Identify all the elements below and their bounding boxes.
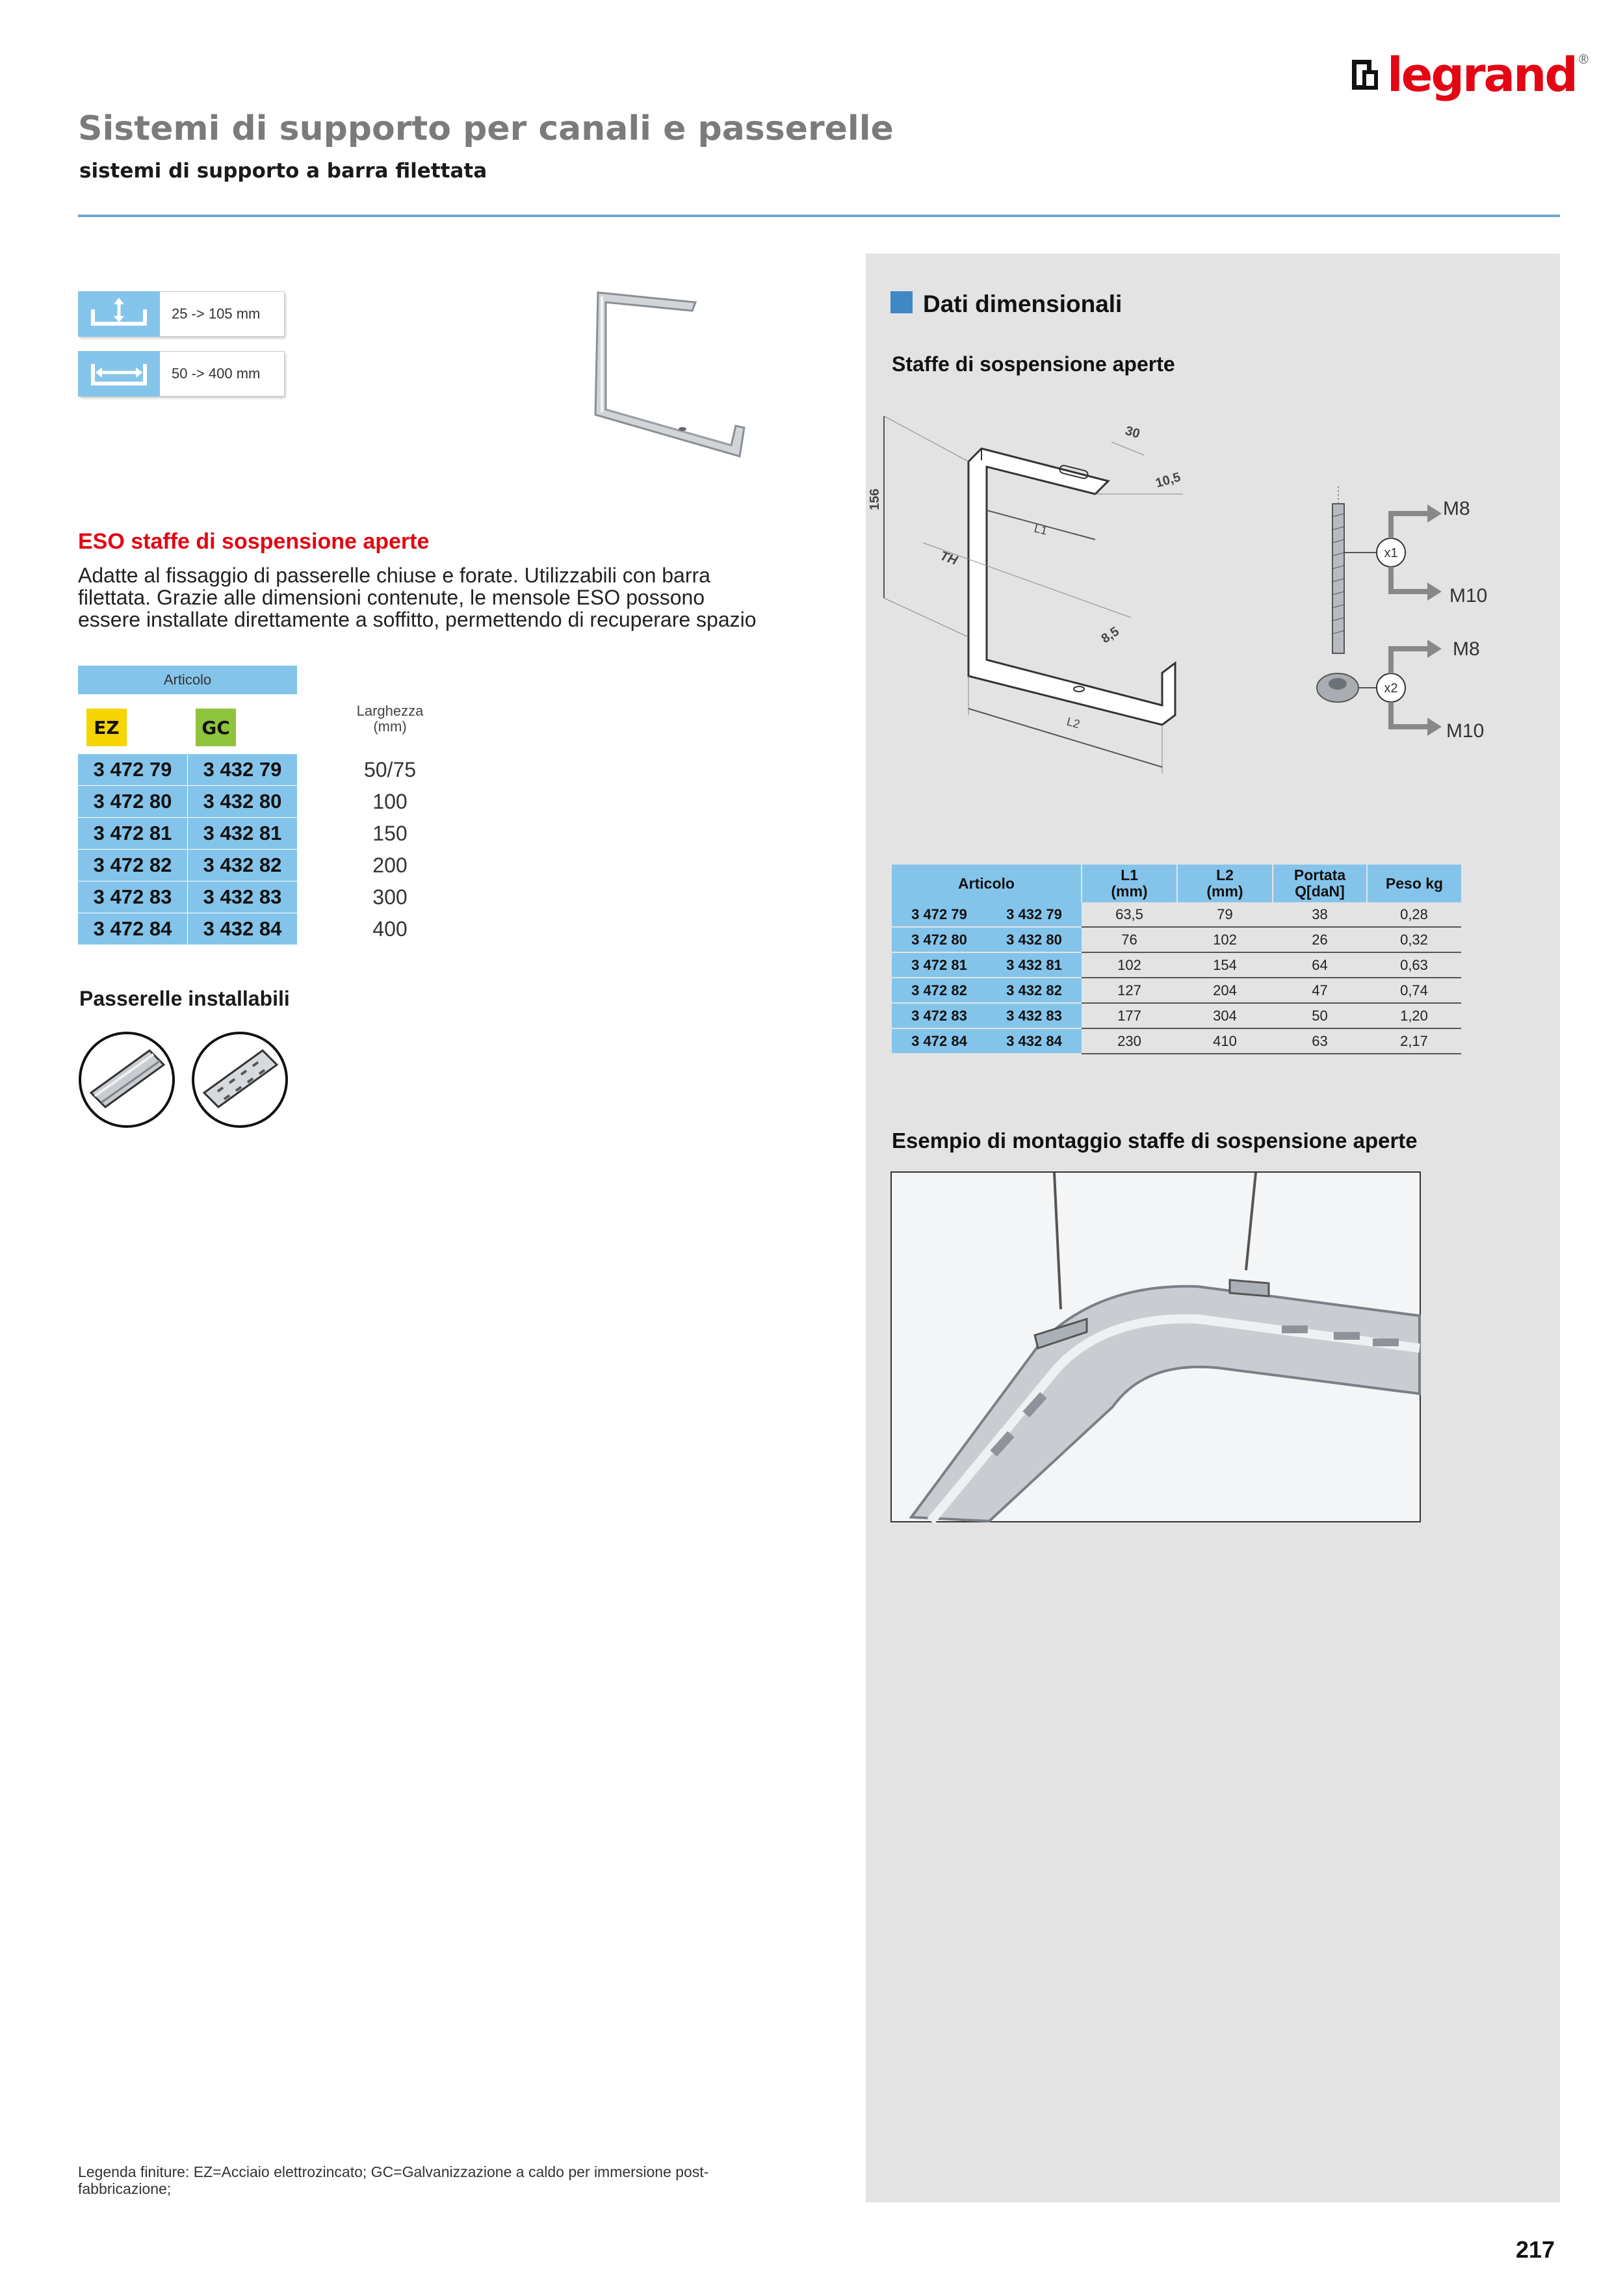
m8-label: M8 [1453,638,1480,660]
ez-code: 3 472 79 [892,902,987,927]
product-title: ESO staffe di sospensione aperte [78,529,430,554]
width-value: 100 [372,789,408,813]
peso-value: 0,63 [1367,952,1461,978]
peso-value: 1,20 [1367,1003,1461,1028]
portata-value: 26 [1273,927,1367,952]
legrand-mark-icon [1352,60,1378,90]
product-description: Adatte al fissaggio di passerelle chiuse e forate. Utilizzabili con barra filettata. Grazie alle dimensioni contenute, le mensole ESO possono essere installate direttamente a soffitto, permettendo di recuperare spazio [78,564,757,631]
gc-code: 3 432 79 [987,902,1082,927]
registered-mark: ® [1578,53,1589,67]
height-range-badge [78,291,285,337]
width-column [344,754,435,945]
peso-value: 0,74 [1367,978,1461,1003]
portata-value: 38 [1273,902,1367,927]
page-number: 217 [1516,2236,1555,2263]
peso-value: 0,28 [1367,902,1461,927]
dimensional-table [892,865,1461,1054]
ez-code: 3 472 84 [892,1028,987,1054]
ez-code: 3 472 82 [892,978,987,1003]
width-value: 150 [372,821,408,845]
section-marker-icon [890,291,913,313]
m10-label: M10 [1449,585,1488,607]
height-range-value: 25 -> 105 mm [160,291,285,337]
table-row [78,850,297,881]
width-value: 400 [372,917,408,941]
installable-trays-title: Passerelle installabili [79,987,290,1010]
width-range-value: 50 -> 400 mm [160,351,285,397]
l1-value: 127 [1082,978,1177,1003]
gc-code: 3 432 82 [188,850,297,881]
width-range-badge [78,351,285,397]
l1-value: 177 [1082,1003,1177,1028]
gc-code: 3 432 84 [987,1028,1082,1054]
header-l1: L1 (mm) [1082,865,1177,902]
gc-code: 3 432 80 [188,786,297,817]
m10-label: M10 [1446,720,1485,742]
closed-tray-icon [78,1031,175,1128]
threaded-rod-icon [1332,486,1344,653]
x2-label: x2 [1384,681,1398,696]
l2-value: 304 [1177,1003,1273,1028]
dim-156-label: 156 [868,488,882,510]
brand-name: legrand [1387,47,1576,102]
l1-value: 76 [1082,927,1177,952]
header-portata: Portata Q[daN] [1273,865,1367,902]
table-row [78,881,297,913]
header-articolo: Articolo [892,865,1082,902]
l1-value: 63,5 [1082,902,1177,927]
hex-nut-icon [1317,673,1358,702]
gc-code: 3 432 80 [987,927,1082,952]
page-subtitle: sistemi di supporto a barra filettata [79,159,487,183]
portata-value: 47 [1273,978,1367,1003]
page-title: Sistemi di supporto per canali e passerelle [78,109,894,148]
header-peso: Peso kg [1367,865,1461,902]
header-l2: L2 (mm) [1177,865,1273,902]
finish-gc-tag: GC [196,709,236,746]
portata-value: 63 [1273,1028,1367,1054]
ez-code: 3 472 81 [892,952,987,978]
x1-label: x1 [1384,546,1398,560]
width-header: Larghezza (mm) [356,703,424,735]
gc-code: 3 432 84 [188,913,297,945]
peso-value: 0,32 [1367,927,1461,952]
drawing-title: Staffe di sospensione aperte [892,352,1175,376]
ez-code: 3 472 79 [78,754,187,785]
l2-value: 102 [1177,927,1273,952]
table-row [78,786,297,817]
perforated-tray-icon [191,1031,289,1128]
l2-value: 410 [1177,1028,1273,1054]
finish-ez-tag: EZ [86,709,127,746]
portata-value: 64 [1273,952,1367,978]
table-header-row [892,865,1461,902]
article-code-table [78,754,297,945]
dim-10-5-label: 10,5 [1154,469,1182,491]
table-row [78,754,297,785]
table-row [892,1003,1461,1028]
l1-value: 230 [1082,1028,1177,1054]
gc-code: 3 432 82 [987,978,1082,1003]
width-adjust-icon [78,351,160,397]
l2-value: 154 [1177,952,1273,978]
product-photo [565,280,773,481]
dim-l2-label: L2 [1065,714,1082,731]
l2-value: 204 [1177,978,1273,1003]
ez-code: 3 472 84 [78,913,187,945]
section-title: Dati dimensionali [923,291,1123,317]
mounting-example-title: Esempio di montaggio staffe di sospensione aperte [892,1128,1418,1153]
gc-code: 3 432 83 [188,881,297,913]
height-adjust-icon [78,291,160,337]
gc-code: 3 432 81 [188,818,297,849]
m8-label: M8 [1443,498,1470,519]
gc-code: 3 432 79 [188,754,297,785]
width-value: 50/75 [363,757,417,781]
mounting-example-photo [890,1171,1421,1522]
table-row [78,913,297,945]
ez-code: 3 472 83 [892,1003,987,1028]
article-header: Articolo [78,666,297,694]
width-value: 300 [372,885,408,909]
peso-value: 2,17 [1367,1028,1461,1054]
l1-value: 102 [1082,952,1177,978]
dim-8-5-label: 8,5 [1098,624,1122,647]
table-row [78,818,297,849]
ez-code: 3 472 81 [78,818,187,849]
dim-30-label: 30 [1123,423,1142,441]
portata-value: 50 [1273,1003,1367,1028]
dim-l1-label: L1 [1033,521,1049,538]
finish-legend: Legenda finiture: EZ=Acciaio elettrozincato; GC=Galvanizzazione a caldo per immersione post-fabbricazione; [78,2163,709,2197]
ez-code: 3 472 80 [78,786,187,817]
table-row [892,902,1461,927]
table-row [892,978,1461,1003]
legrand-logo [1352,49,1589,101]
table-row [892,1028,1461,1054]
dim-th-label: TH [938,549,959,568]
ez-code: 3 472 80 [892,927,987,952]
l2-value: 79 [1177,902,1273,927]
width-value: 200 [372,853,408,877]
technical-drawing [868,403,1553,793]
ez-code: 3 472 83 [78,881,187,913]
header-divider [78,215,1560,217]
table-row [892,927,1461,952]
ez-code: 3 472 82 [78,850,187,881]
gc-code: 3 432 83 [987,1003,1082,1028]
table-row [892,952,1461,978]
gc-code: 3 432 81 [987,952,1082,978]
